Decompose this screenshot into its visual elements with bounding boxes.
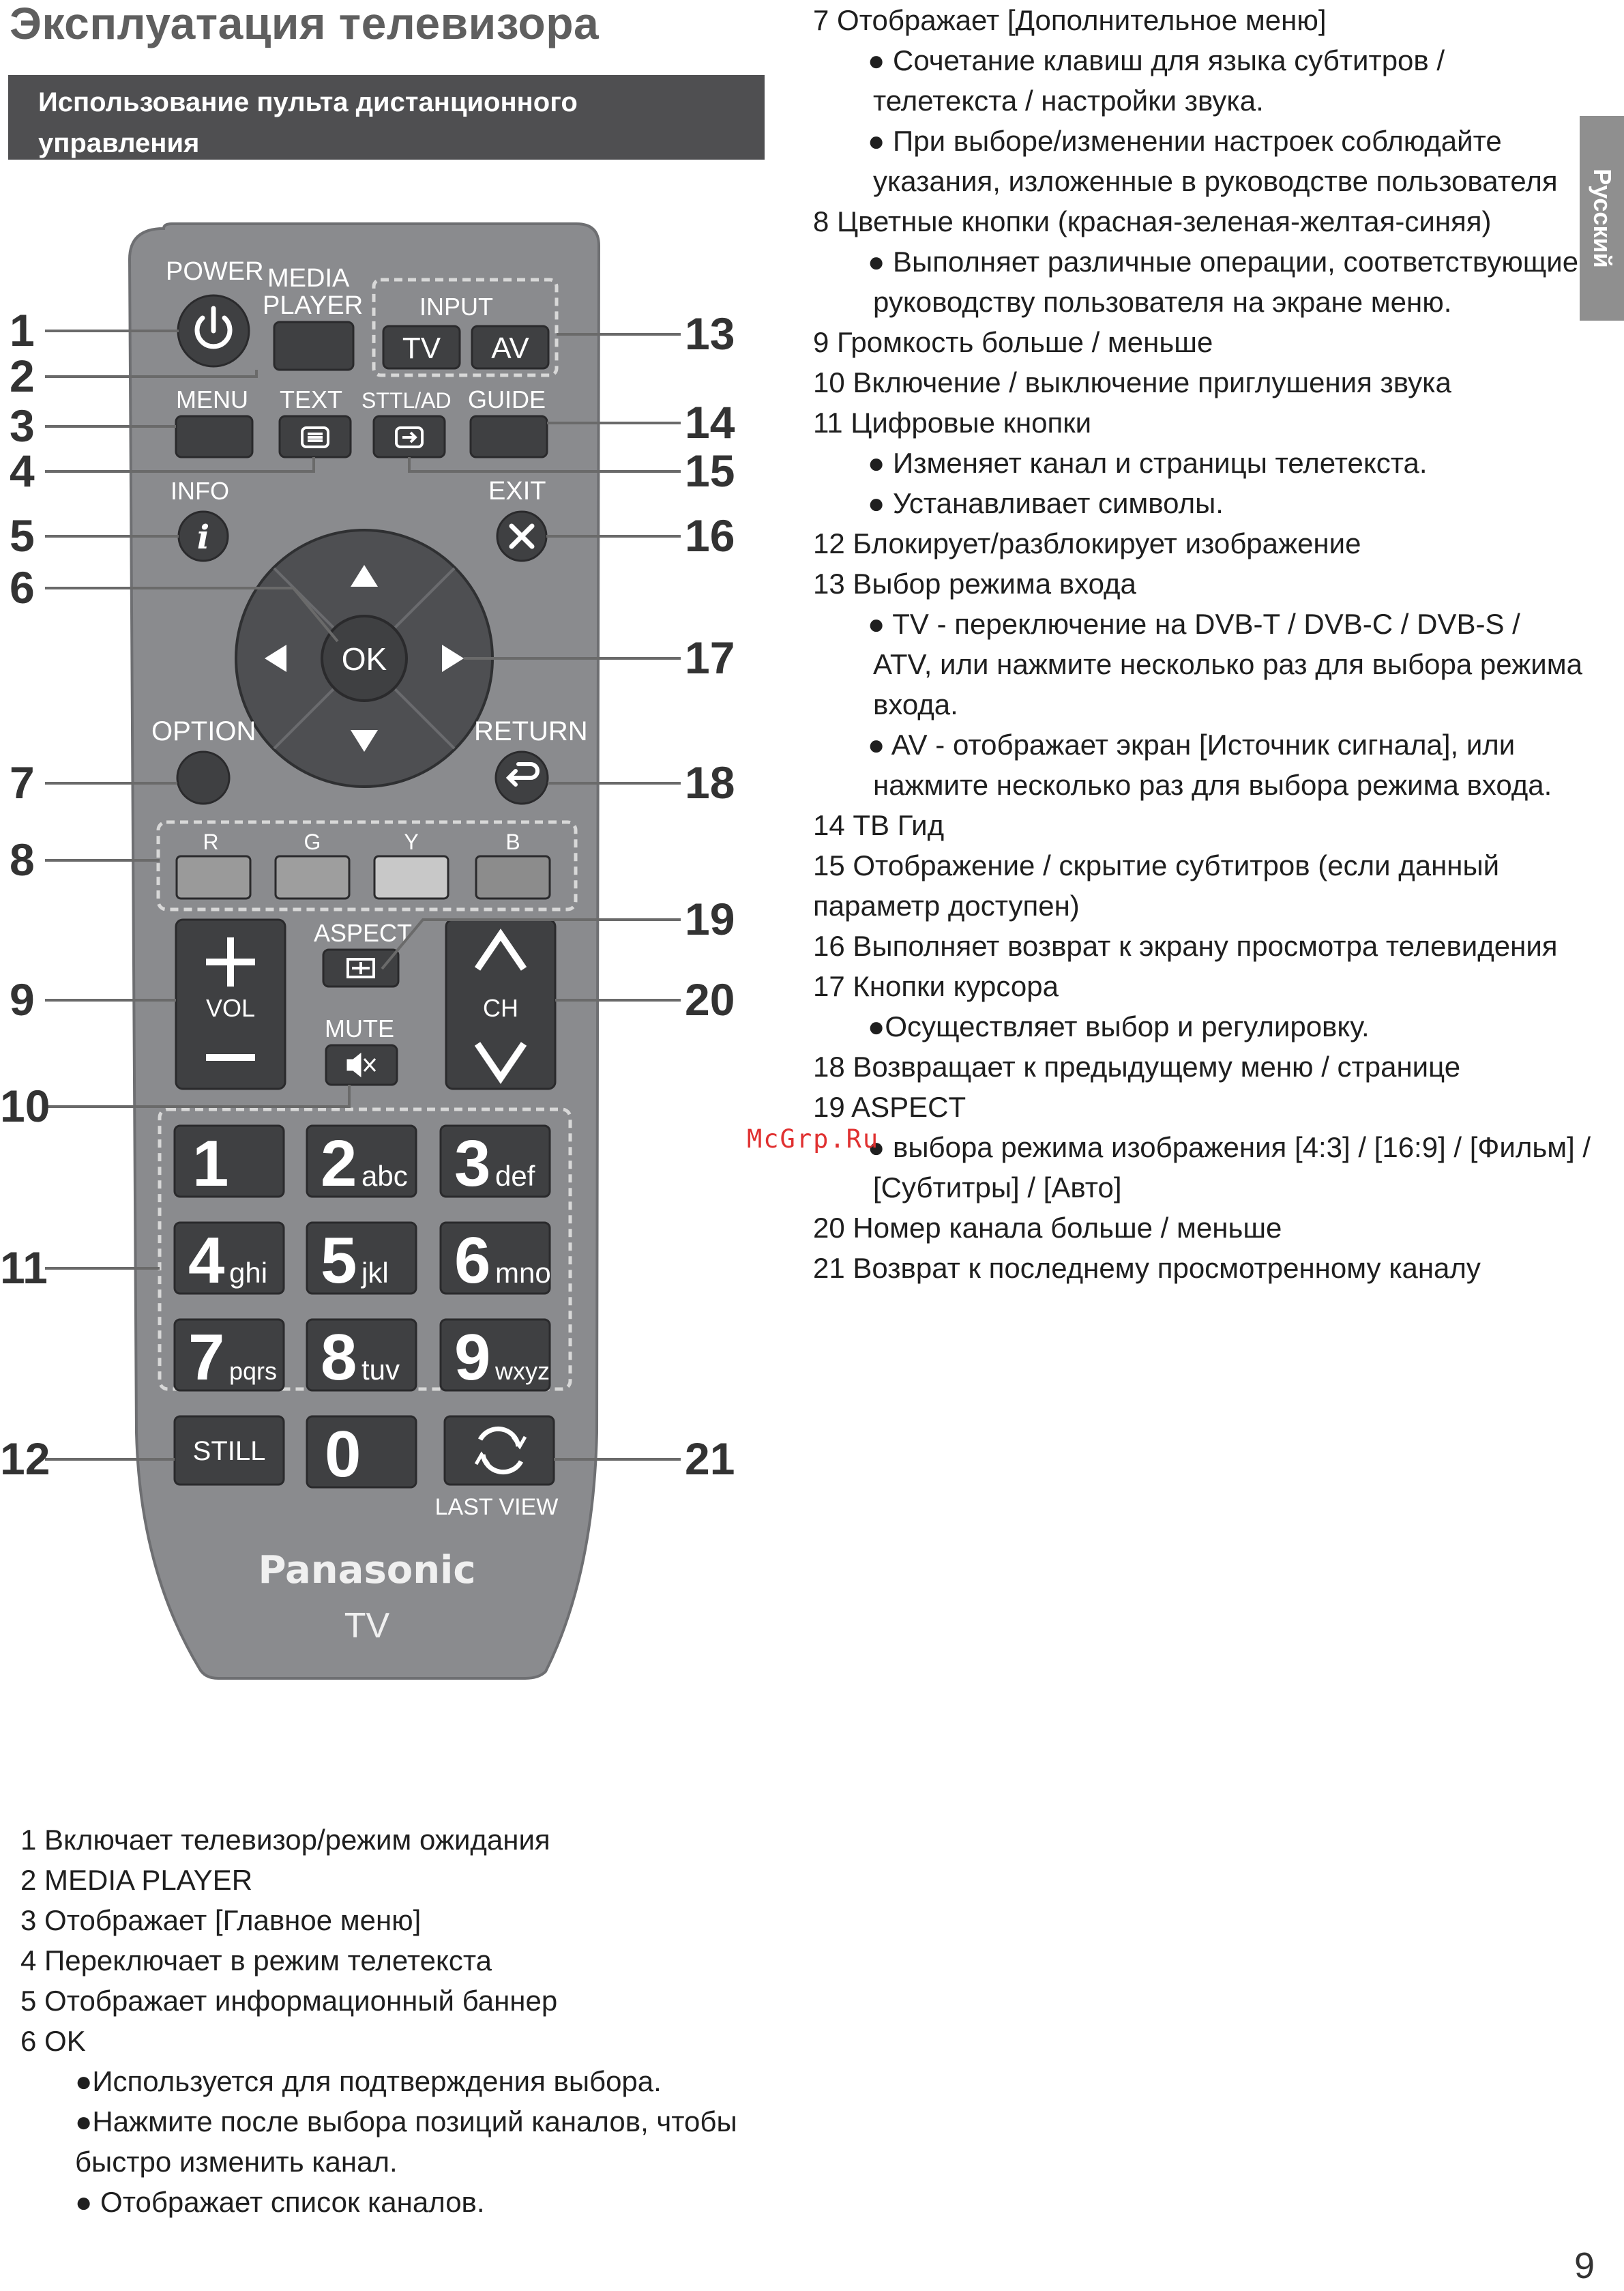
description-line: 13 Выбор режима входа — [813, 568, 1136, 600]
description-line: ●Осуществляет выбор и регулировку. — [868, 1010, 1370, 1042]
description-line: 8 Цветные кнопки (красная-зеленая-желтая-синяя) — [813, 205, 1492, 237]
description-line: ●Используется для подтверждения выбора. — [75, 2065, 662, 2097]
callout-14: 14 — [685, 397, 735, 448]
info-label: INFO — [171, 477, 229, 505]
callout-16: 16 — [685, 510, 735, 561]
description-line: 17 Кнопки курсора — [813, 970, 1059, 1002]
callout-5: 5 — [10, 510, 35, 561]
option-label: OPTION — [151, 716, 256, 746]
digit-5-letters: jkl — [361, 1257, 389, 1289]
callout-18: 18 — [685, 757, 735, 808]
watermark: McGrp.Ru — [747, 1124, 880, 1154]
description-line: 3 Отображает [Главное меню] — [20, 1904, 422, 1936]
mute-button[interactable] — [326, 1045, 397, 1085]
description-line: ●Нажмите после выбора позиций каналов, чтобы — [75, 2105, 737, 2137]
description-line: 7 Отображает [Дополнительное меню] — [813, 4, 1327, 36]
yellow-label: Y — [404, 830, 419, 854]
descriptions-right-column — [813, 0, 1591, 1288]
digit-8-letters: tuv — [361, 1354, 400, 1386]
description-line: входа. — [873, 688, 958, 720]
description-line: ● Выполняет различные операции, соответствующие — [868, 246, 1579, 278]
description-line: 4 Переключает в режим телетекста — [20, 1944, 492, 1976]
digit-2-label: 2 — [321, 1127, 357, 1200]
aspect-label: ASPECT — [314, 919, 413, 947]
callout-17: 17 — [685, 632, 735, 683]
callout-11: 11 — [0, 1242, 48, 1293]
description-line: 2 MEDIA PLAYER — [20, 1864, 253, 1896]
digit-3-label: 3 — [454, 1127, 491, 1200]
description-line: ● Устанавливает символы. — [868, 487, 1224, 519]
digit-1-button[interactable] — [175, 1126, 284, 1197]
digit-7-letters: pqrs — [229, 1357, 278, 1385]
description-line: 1 Включает телевизор/режим ожидания — [20, 1824, 550, 1856]
option-button[interactable] — [177, 752, 229, 804]
description-line: 19 ASPECT — [813, 1091, 966, 1123]
menu-label: MENU — [176, 385, 248, 413]
description-line: 6 OK — [20, 2025, 86, 2057]
digit-5-label: 5 — [321, 1224, 357, 1297]
guide-button[interactable] — [471, 416, 547, 457]
description-line: руководству пользователя на экране меню. — [873, 286, 1452, 318]
language-tab-label: Русский — [1588, 169, 1616, 268]
digit-2-letters: abc — [361, 1160, 408, 1192]
remote-control-illustration — [0, 218, 771, 1685]
blue-label: B — [505, 830, 520, 854]
description-line: 5 Отображает информационный баннер — [20, 1985, 558, 2017]
guide-label: GUIDE — [468, 385, 546, 413]
callout-15: 15 — [685, 446, 735, 496]
digit-9-label: 9 — [454, 1321, 491, 1394]
description-line: ATV, или нажмите несколько раз для выбора режима — [873, 648, 1582, 680]
media-player-label-1: MEDIA — [267, 264, 350, 293]
digit-3-letters: def — [495, 1160, 535, 1192]
description-line: ● Отображает список каналов. — [75, 2186, 485, 2218]
callout-8: 8 — [10, 834, 35, 885]
vol-label: VOL — [205, 994, 256, 1022]
description-line: 18 Возвращает к предыдущему меню / странице — [813, 1051, 1461, 1083]
sttl-ad-label: STTL/AD — [361, 388, 452, 413]
description-line: параметр доступен) — [813, 890, 1080, 922]
red-button[interactable] — [177, 856, 250, 899]
digit-1-label: 1 — [192, 1127, 229, 1200]
media-player-button[interactable] — [274, 322, 353, 370]
callout-6: 6 — [10, 562, 35, 613]
description-line: 12 Блокирует/разблокирует изображение — [813, 527, 1361, 559]
callout-20: 20 — [685, 974, 735, 1025]
description-line: 9 Громкость больше / меньше — [813, 326, 1213, 358]
description-line: 15 Отображение / скрытие субтитров (если данный — [813, 849, 1500, 881]
description-line: ● AV - отображает экран [Источник сигнала], или — [868, 729, 1516, 761]
callout-9: 9 — [10, 974, 35, 1025]
description-line: ● При выборе/изменении настроек соблюдайте — [868, 125, 1502, 157]
description-line: телетекста / настройки звука. — [873, 85, 1264, 117]
digit-7-label: 7 — [188, 1321, 225, 1394]
callout-4: 4 — [10, 446, 35, 496]
return-label: RETURN — [474, 716, 588, 746]
description-line: 16 Выполняет возврат к экрану просмотра телевидения — [813, 930, 1558, 962]
callout-2: 2 — [10, 351, 35, 401]
exit-label: EXIT — [488, 477, 546, 506]
media-player-label-2: PLAYER — [263, 291, 364, 320]
description-line: нажмите несколько раз для выбора режима входа. — [873, 769, 1552, 801]
green-label: G — [304, 830, 321, 854]
description-line: 14 ТВ Гид — [813, 809, 945, 841]
menu-button[interactable] — [176, 416, 252, 457]
digit-8-label: 8 — [321, 1321, 357, 1394]
ok-label: OK — [341, 641, 387, 677]
still-label: STILL — [192, 1436, 266, 1466]
power-label: POWER — [166, 257, 264, 286]
page-title: Эксплуатация телевизора — [10, 0, 600, 48]
section-title-line2: управления — [38, 128, 200, 158]
description-line: указания, изложенные в руководстве пользователя — [873, 165, 1558, 197]
digit-9-letters: wxyz — [495, 1357, 550, 1385]
digit-4-letters: ghi — [229, 1257, 268, 1289]
callout-13: 13 — [685, 308, 735, 359]
input-label: INPUT — [419, 293, 493, 321]
description-line: ● Сочетание клавиш для языка субтитров / — [868, 44, 1445, 76]
callout-10: 10 — [0, 1081, 50, 1131]
description-line: 21 Возврат к последнему просмотренному каналу — [813, 1252, 1481, 1284]
digit-6-label: 6 — [454, 1224, 491, 1297]
description-line: быстро изменить канал. — [75, 2146, 398, 2178]
callout-1: 1 — [10, 305, 35, 355]
brand-logo: Panasonic — [258, 1548, 476, 1592]
ch-label: CH — [483, 994, 518, 1022]
callout-3: 3 — [10, 400, 35, 451]
description-line: ● выбора режима изображения [4:3] / [16:9] / [Фильм] / — [868, 1131, 1591, 1163]
callout-21: 21 — [685, 1433, 735, 1484]
language-tab — [1580, 116, 1624, 321]
yellow-button[interactable] — [374, 856, 448, 899]
description-line: ● TV - переключение на DVB-T / DVB-C / DVB-S / — [868, 608, 1520, 640]
callout-7: 7 — [10, 757, 35, 808]
description-line: 11 Цифровые кнопки — [813, 407, 1092, 439]
descriptions-left-column — [20, 1820, 771, 2222]
red-label: R — [203, 830, 219, 854]
last-view-label: LAST VIEW — [434, 1494, 559, 1520]
description-line: 20 Номер канала больше / меньше — [813, 1212, 1282, 1244]
info-icon: i — [196, 519, 210, 557]
green-button[interactable] — [276, 856, 349, 899]
callout-19: 19 — [685, 894, 735, 944]
digit-6-letters: mno — [495, 1257, 551, 1289]
digit-0-label: 0 — [325, 1418, 361, 1491]
section-header — [8, 75, 765, 160]
digit-4-label: 4 — [188, 1224, 225, 1297]
callout-12: 12 — [0, 1433, 50, 1484]
description-line: [Субтитры] / [Авто] — [873, 1171, 1122, 1203]
blue-button[interactable] — [476, 856, 550, 899]
model-label: TV — [344, 1606, 390, 1646]
description-line: ● Изменяет канал и страницы телетекста. — [868, 447, 1428, 479]
description-line: 10 Включение / выключение приглушения звука — [813, 366, 1451, 398]
text-label: TEXT — [280, 385, 343, 413]
mute-label: MUTE — [325, 1015, 394, 1042]
section-title-line1: Использование пульта дистанционного — [38, 87, 578, 117]
av-button-label: AV — [491, 332, 529, 365]
digit-0-button[interactable] — [307, 1416, 416, 1487]
tv-button-label: TV — [402, 332, 441, 365]
page-number: 9 — [1574, 2245, 1595, 2286]
